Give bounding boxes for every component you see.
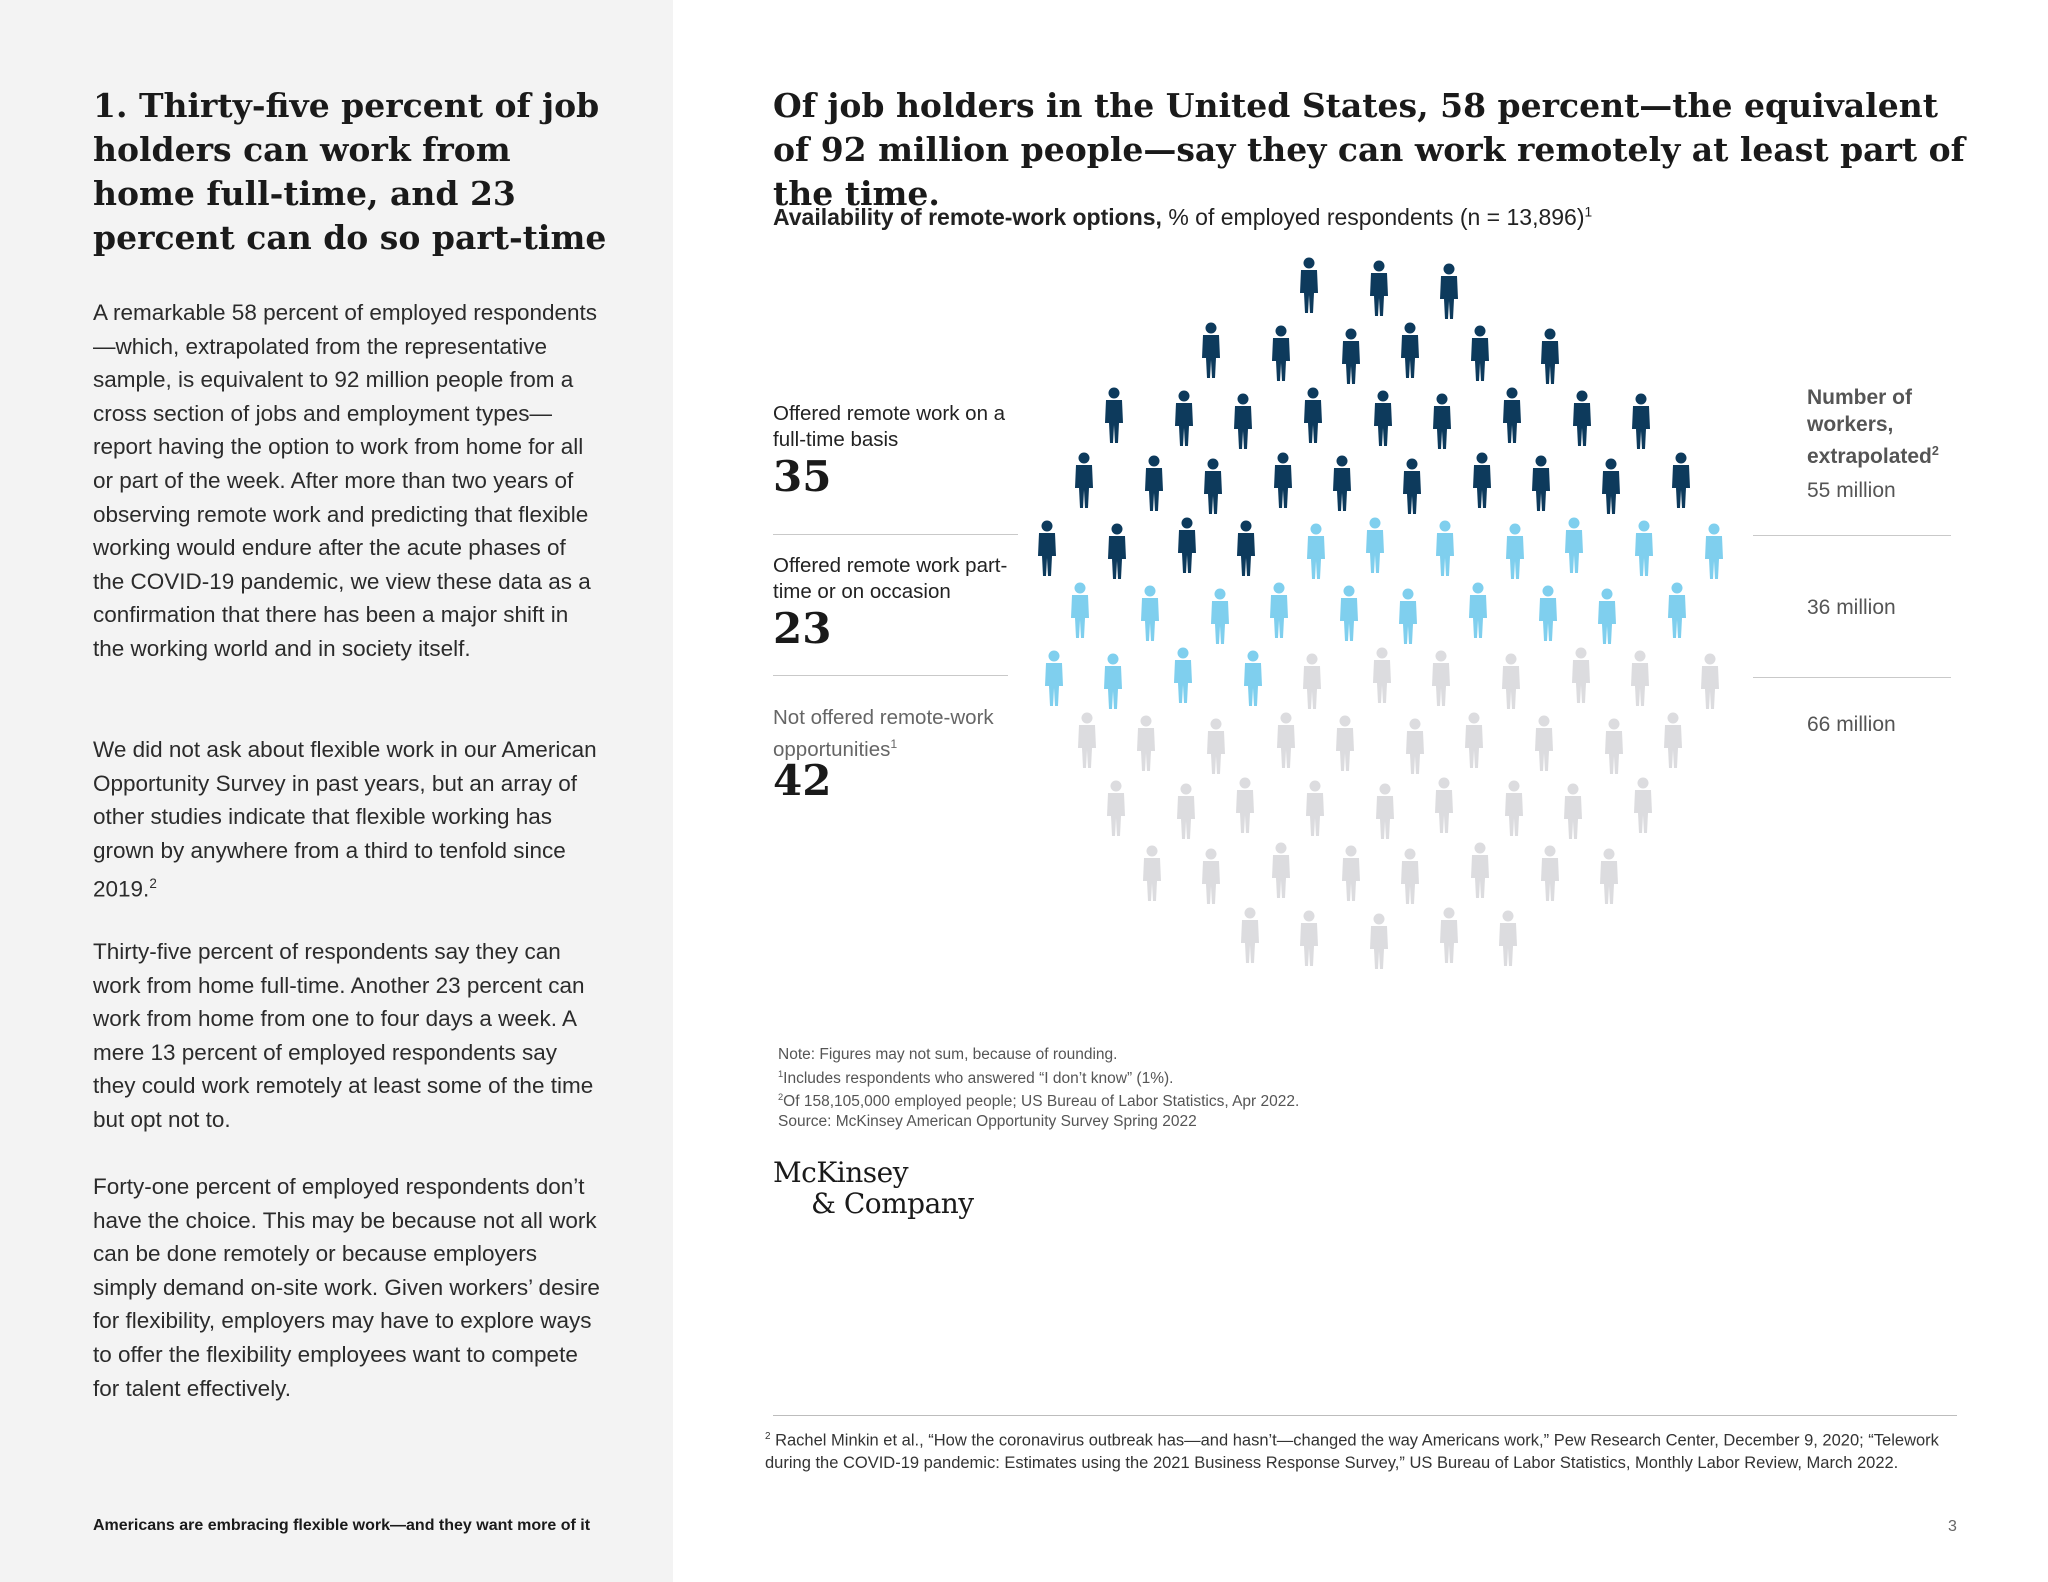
note-line: Source: McKinsey American Opportunity Survey Spring 2022 [778,1112,1197,1130]
note-line [778,1065,1299,1089]
person-icon [1539,586,1557,642]
person-icon [1306,781,1324,837]
segment-value-part-time: 23 [773,604,832,653]
person-icon [1572,648,1590,704]
person-icon [1573,391,1591,447]
segment-label-full-time: Offered remote work on a full-time basis [773,402,1006,451]
person-icon [1506,524,1524,580]
segment-divider [773,534,1018,535]
person-icon [1141,586,1159,642]
person-icon [1541,329,1559,385]
person-icon [1174,648,1192,704]
person-icon [1406,719,1424,775]
running-footer: Americans are embracing flexible work—and they want more of it [93,1517,591,1534]
person-icon [1473,453,1491,509]
person-icon [1635,521,1653,577]
person-icon [1075,453,1093,509]
person-icon [1105,388,1123,444]
person-icon [1471,843,1489,899]
person-icon [1370,261,1388,317]
person-icon [1503,388,1521,444]
section-heading: 1. Thirty-five percent of job holders can work from home full-time, and 23 percent can do so part-time [93,86,607,257]
right-axis-title-text: Number of workers, extrapolated [1807,386,1932,468]
person-icon [1277,713,1295,769]
note-sup: 1 [778,1068,784,1079]
segment-label-not-offered-text: Not offered remote-work opportunities [773,706,994,761]
segment-divider [773,675,1008,676]
person-icon [1177,784,1195,840]
footnote-text: Rachel Minkin et al., “How the coronavirus outbreak has—and hasn’t—changed the way Americans work,” Pew Research Center, December 9, 2020; “Telework during the COVID-19 pandemic: Estimates using the 2021 Business Response Survey,” US Bureau of Labor Statistics, Monthly Labor Review, March 2022. [765,1431,1939,1472]
paragraph-2 [93,733,603,906]
people-pictogram [1000,250,1760,1020]
person-icon [1632,394,1650,450]
person-icon [1705,524,1723,580]
person-icon [1598,589,1616,645]
person-icon [1502,654,1520,710]
person-icon [1272,843,1290,899]
person-icon [1401,849,1419,905]
page-number: 3 [1948,1518,1957,1535]
person-icon [1342,329,1360,385]
mckinsey-logo [773,1157,974,1219]
person-icon [1336,716,1354,772]
person-icon [1137,716,1155,772]
segment-label-part-time: Offered remote work part-time or on occasion [773,554,1008,603]
person-icon [1234,394,1252,450]
person-icon [1143,846,1161,902]
person-icon [1300,911,1318,967]
person-icon [1307,524,1325,580]
person-icon [1366,518,1384,574]
right-axis-title-sup: 2 [1931,444,1939,458]
person-icon [1038,521,1056,577]
person-icon [1631,651,1649,707]
footnote-marker: 2 [765,1431,771,1442]
person-icon [1374,391,1392,447]
chart-notes [778,1045,1299,1131]
person-icon [1602,459,1620,515]
person-icon [1499,911,1517,967]
person-icon [1370,914,1388,970]
person-icon [1237,521,1255,577]
person-icon [1045,651,1063,707]
person-icon [1202,323,1220,379]
extrapolated-not-offered: 66 million [1807,713,1896,736]
note-line: Note: Figures may not sum, because of rounding. [778,1046,1118,1063]
person-icon [1469,583,1487,639]
person-icon [1532,456,1550,512]
note-line [778,1088,1299,1112]
person-icon [1435,778,1453,834]
segment-label-sup: 1 [890,737,898,751]
person-icon [1541,846,1559,902]
person-icon [1373,648,1391,704]
segment-label-not-offered [773,705,1018,763]
person-icon [1403,459,1421,515]
person-icon [1436,521,1454,577]
person-icon [1376,784,1394,840]
person-icon [1108,524,1126,580]
person-icon [1270,583,1288,639]
extrapolated-full-time: 55 million [1807,479,1896,502]
chart-heading: Of job holders in the United States, 58 percent—the equivalent of 92 million people—say they can work remotely at least part of the time. [773,86,1965,213]
person-icon [1471,326,1489,382]
person-icon [1440,908,1458,964]
paragraph-2-text: We did not ask about flexible work in our American Opportunity Survey in past years, but an array of other studies indicate that flexible working has grown by anywhere from a third to tenfold since 2019. [93,737,597,902]
paragraph-1: A remarkable 58 percent of employed respondents—which, extrapolated from the representative sample, is equivalent to 92 million people from a cross section of jobs and employment types—report having the option to work from home for all or part of the week. After more than two years of observing remote work and predicting that flexible working would endure after the acute phases of the COVID-19 pandemic, we view these data as a confirmation that there has been a major shift in the working world and in society itself. [93,300,598,661]
person-icon [1505,781,1523,837]
segment-value-full-time: 35 [773,452,832,501]
page-footnote [765,1426,1965,1474]
person-icon [1207,719,1225,775]
person-icon [1303,654,1321,710]
person-icon [1244,651,1262,707]
chart-subtitle-rest: % of employed respondents (n = 13,896) [1161,204,1585,230]
right-axis-title [1807,384,1977,470]
person-icon [1465,713,1483,769]
person-icon [1432,651,1450,707]
person-icon [1564,784,1582,840]
chart-subtitle-bold: Availability of remote-work options, [773,204,1162,230]
person-icon [1399,589,1417,645]
person-icon [1440,264,1458,320]
logo-line-2: & Company [811,1187,974,1220]
chart-subtitle [773,204,1592,231]
person-icon [1211,589,1229,645]
person-icon [1701,654,1719,710]
person-icon [1401,323,1419,379]
person-icon [1600,849,1618,905]
person-icon [1342,846,1360,902]
person-icon [1175,391,1193,447]
person-icon [1178,518,1196,574]
person-icon [1668,583,1686,639]
person-icon [1535,716,1553,772]
person-icon [1204,459,1222,515]
person-icon [1605,719,1623,775]
right-divider [1753,535,1951,536]
note-line-text: Includes respondents who answered “I don’t know” (1%). [783,1069,1174,1087]
person-icon [1300,258,1318,314]
extrapolated-part-time: 36 million [1807,596,1896,619]
person-icon [1272,326,1290,382]
person-icon [1202,849,1220,905]
person-icon [1565,518,1583,574]
person-icon [1145,456,1163,512]
person-icon [1104,654,1122,710]
note-line-text: Of 158,105,000 employed people; US Bureau of Labor Statistics, Apr 2022. [783,1093,1300,1111]
person-icon [1433,394,1451,450]
footnote-rule [773,1415,1957,1416]
chart-subtitle-sup: 1 [1584,204,1593,220]
right-divider [1753,677,1951,678]
person-icon [1078,713,1096,769]
person-icon [1304,388,1322,444]
person-icon [1333,456,1351,512]
note-sup: 2 [778,1092,784,1103]
person-icon [1236,778,1254,834]
person-icon [1634,778,1652,834]
footnote-ref: 2 [149,876,157,892]
segment-value-not-offered: 42 [773,756,832,805]
paragraph-3: Thirty-five percent of respondents say they can work from home full-time. Another 23 percent can work from home from one to four days a week. A mere 13 percent of employed respondents say they could work remotely at least some of the time but opt not to. [93,939,594,1132]
paragraph-4: Forty-one percent of employed respondents don’t have the choice. This may be because not all work can be done remotely or because employers simply demand on-site work. Given workers’ desire for flexibility, employers may have to explore ways to offer the flexibility employees want to compete for talent effectively. [93,1174,600,1401]
logo-line-1: McKinsey [773,1156,909,1189]
person-icon [1672,453,1690,509]
person-icon [1071,583,1089,639]
person-icon [1274,453,1292,509]
person-icon [1340,586,1358,642]
person-icon [1664,713,1682,769]
person-icon [1107,781,1125,837]
person-icon [1241,908,1259,964]
